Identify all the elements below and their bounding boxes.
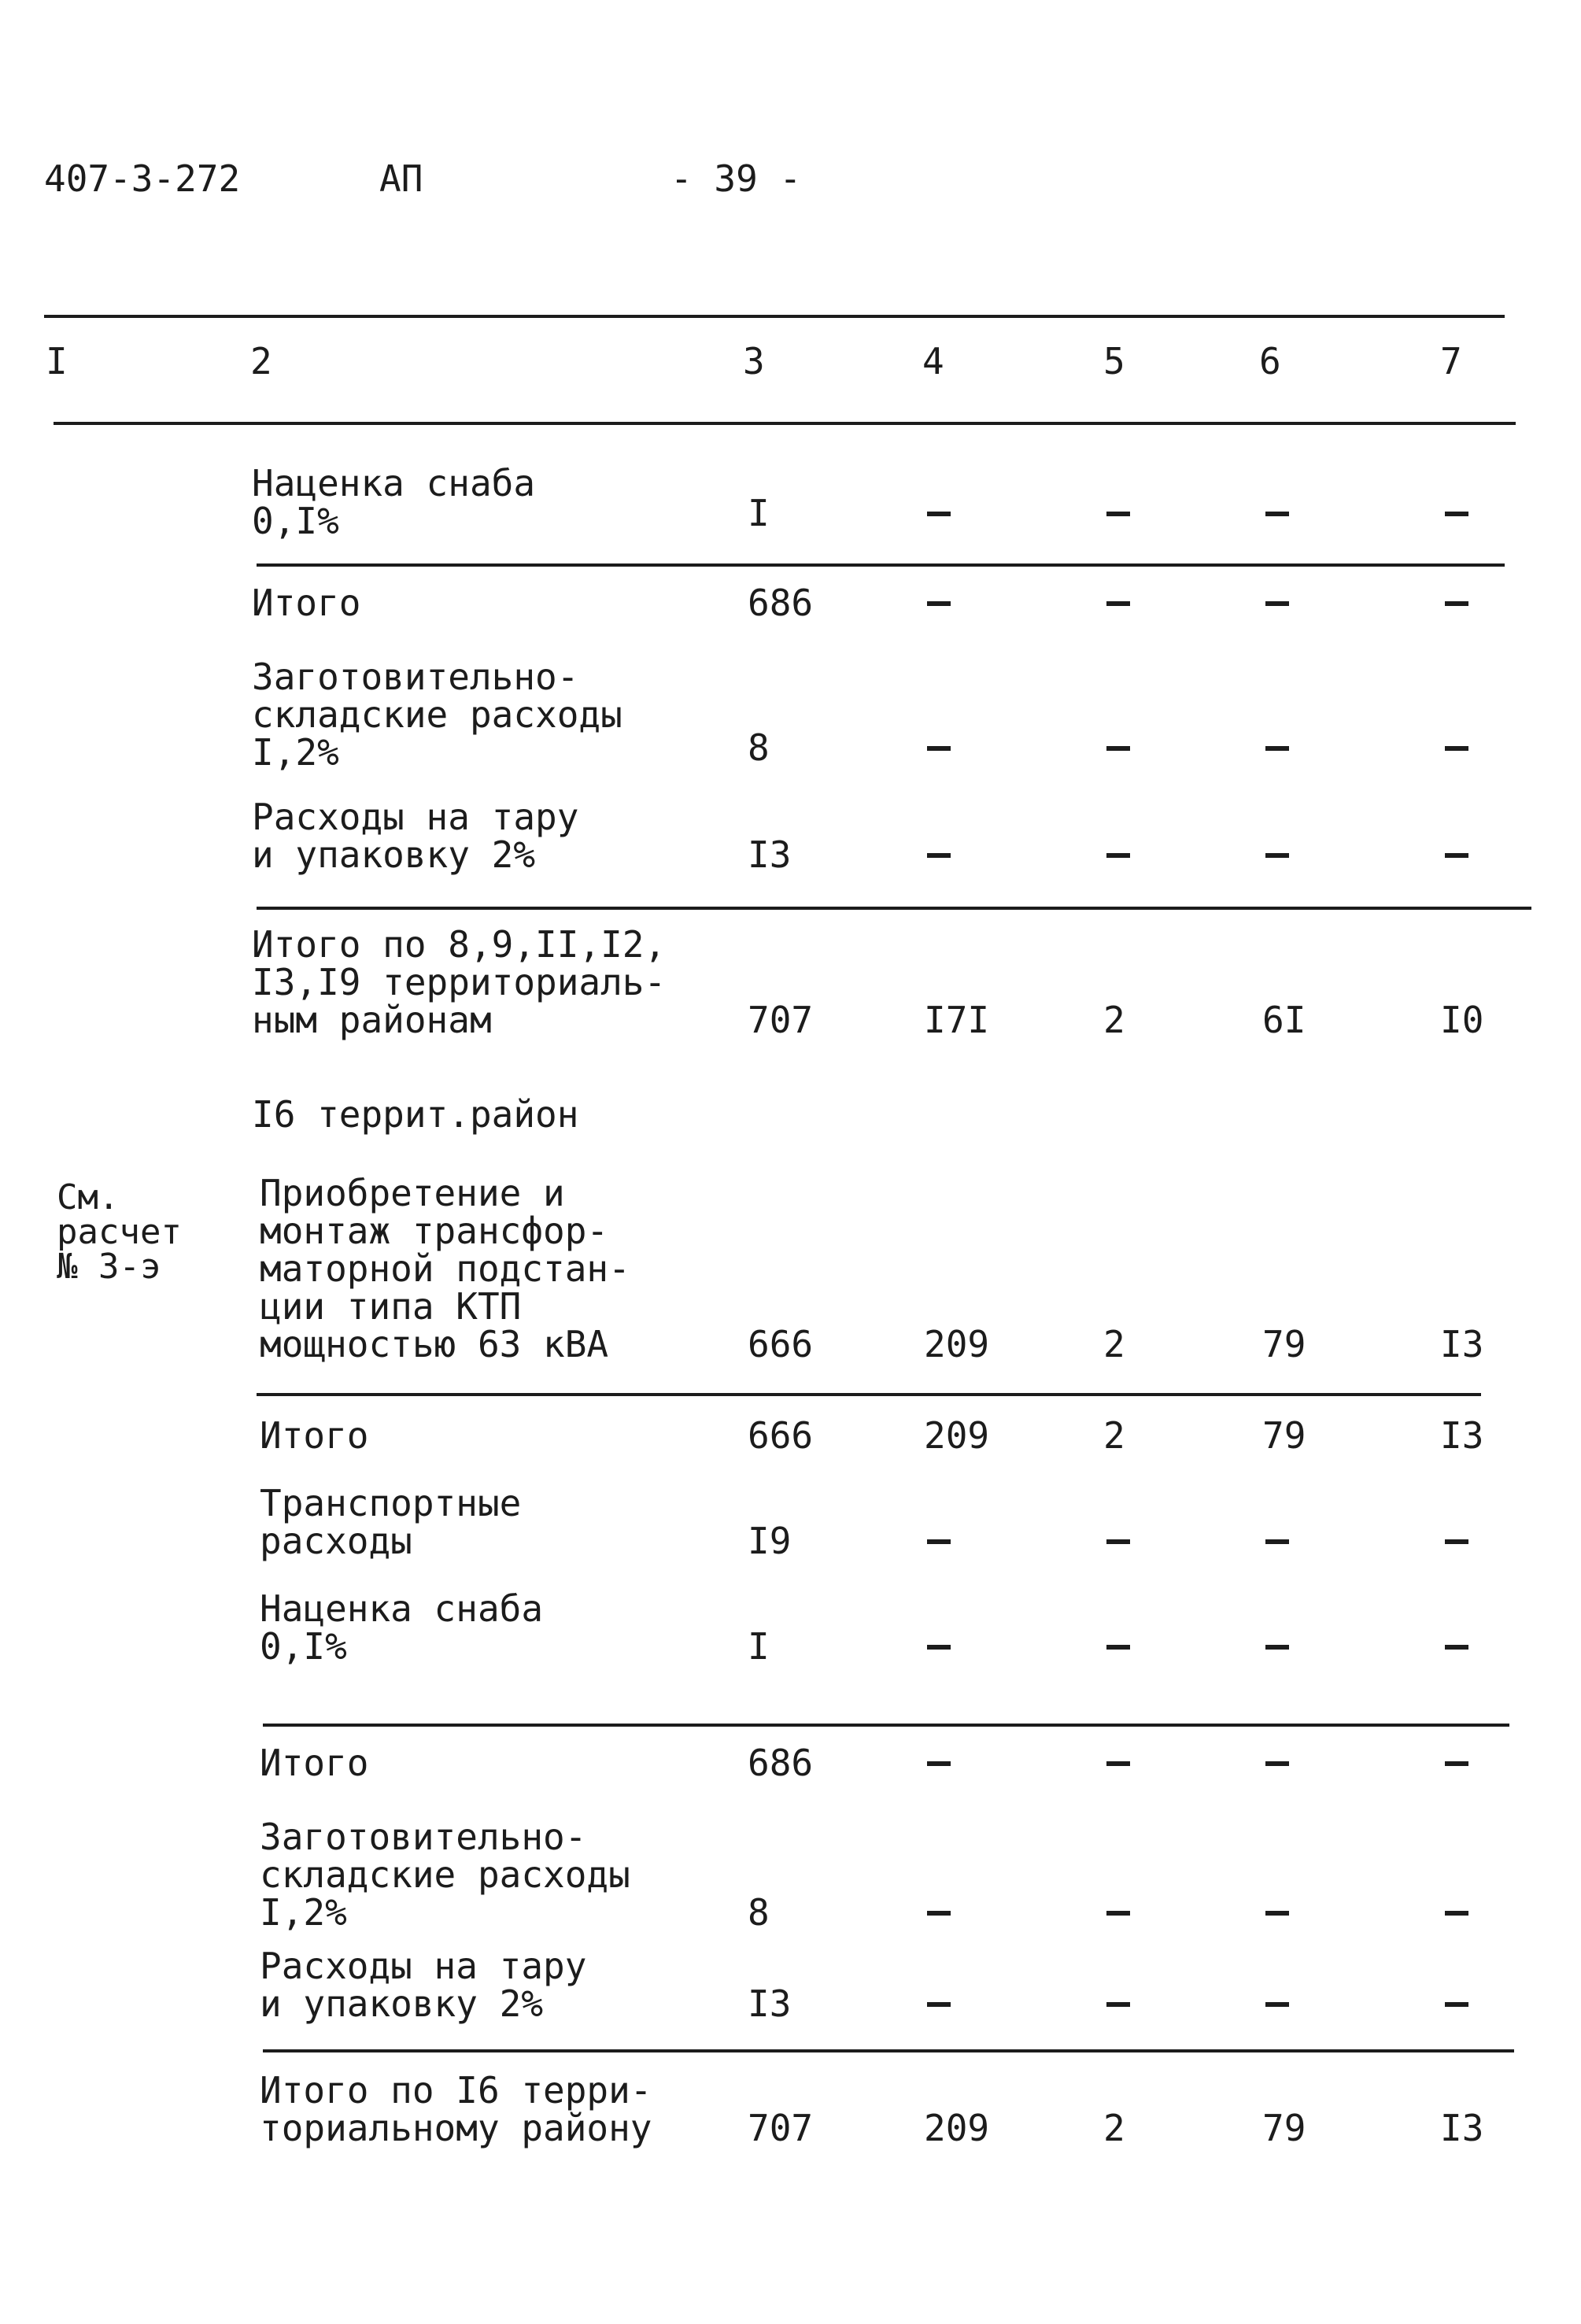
empty-value-dash <box>1265 2002 1289 2007</box>
empty-value-dash <box>927 1539 951 1544</box>
row-label: Итого по I6 терри- ториальному району <box>260 2069 652 2149</box>
value-c3: 666 <box>748 1323 814 1365</box>
empty-value-dash <box>1265 1645 1289 1650</box>
value-c6: 79 <box>1262 2107 1306 2149</box>
side-note: См. расчет № 3-э <box>57 1177 182 1287</box>
empty-value-dash <box>1106 601 1130 606</box>
value-c7: I3 <box>1440 1323 1484 1365</box>
empty-value-dash <box>1106 746 1130 751</box>
empty-value-dash <box>927 853 951 858</box>
empty-value-dash <box>1106 1911 1130 1916</box>
empty-value-dash <box>1445 1911 1468 1916</box>
empty-value-dash <box>1106 1645 1130 1650</box>
empty-value-dash <box>1265 1539 1289 1544</box>
empty-value-dash <box>927 1761 951 1766</box>
header-bottom-rule <box>54 422 1516 425</box>
value-c5: 2 <box>1103 2107 1125 2149</box>
column-number-2: 2 <box>250 340 272 382</box>
value-c3: I3 <box>748 1982 792 2025</box>
value-c5: 2 <box>1103 1323 1125 1365</box>
empty-value-dash <box>927 1645 951 1650</box>
empty-value-dash <box>927 1911 951 1916</box>
value-c3: I <box>748 492 770 534</box>
empty-value-dash <box>1265 601 1289 606</box>
empty-value-dash <box>927 746 951 751</box>
value-c4: 209 <box>924 2107 990 2149</box>
value-c6: 79 <box>1262 1414 1306 1457</box>
empty-value-dash <box>1106 2002 1130 2007</box>
row-label: Итого <box>260 1414 369 1457</box>
table-top-rule <box>44 315 1505 318</box>
empty-value-dash <box>1265 746 1289 751</box>
value-c3: 686 <box>748 1742 814 1784</box>
value-c3: 666 <box>748 1414 814 1457</box>
column-number-3: 3 <box>743 340 765 382</box>
value-c7: I0 <box>1440 999 1484 1041</box>
value-c3: 707 <box>748 999 814 1041</box>
row-rule <box>257 1393 1481 1396</box>
value-c3: I9 <box>748 1520 792 1562</box>
empty-value-dash <box>1445 1539 1468 1544</box>
value-c4: 209 <box>924 1323 990 1365</box>
empty-value-dash <box>1445 512 1468 516</box>
row-label: Расходы на тару и упаковку 2% <box>252 796 579 876</box>
doc-section: АП <box>379 157 423 200</box>
row-label: I6 террит.район <box>252 1093 579 1136</box>
row-rule <box>263 2049 1514 2052</box>
empty-value-dash <box>927 2002 951 2007</box>
value-c3: 707 <box>748 2107 814 2149</box>
row-label: Транспортные расходы <box>260 1482 522 1562</box>
empty-value-dash <box>1106 853 1130 858</box>
empty-value-dash <box>1265 1761 1289 1766</box>
empty-value-dash <box>927 601 951 606</box>
value-c3: 8 <box>748 1891 770 1934</box>
value-c7: I3 <box>1440 2107 1484 2149</box>
value-c3: 8 <box>748 726 770 769</box>
value-c3: I <box>748 1625 770 1668</box>
row-label: Заготовительно- складские расходы I,2% <box>260 1816 630 1934</box>
value-c3: 686 <box>748 582 814 624</box>
row-rule <box>257 907 1531 910</box>
empty-value-dash <box>1445 1761 1468 1766</box>
value-c4: I7I <box>924 999 990 1041</box>
empty-value-dash <box>1106 1539 1130 1544</box>
empty-value-dash <box>1445 746 1468 751</box>
row-label: Заготовительно- складские расходы I,2% <box>252 656 622 774</box>
value-c3: I3 <box>748 833 792 876</box>
row-label: Итого <box>252 582 361 624</box>
page-number: - 39 - <box>670 157 802 200</box>
empty-value-dash <box>1265 512 1289 516</box>
empty-value-dash <box>1445 853 1468 858</box>
empty-value-dash <box>927 512 951 516</box>
column-number-1: I <box>46 340 68 382</box>
doc-code: 407-3-272 <box>44 157 241 200</box>
value-c6: 6I <box>1262 999 1306 1041</box>
row-label: Приобретение и монтаж трансфор- маторной подстан- ции типа КТП мощностью 63 кВА <box>260 1172 630 1365</box>
value-c5: 2 <box>1103 1414 1125 1457</box>
value-c4: 209 <box>924 1414 990 1457</box>
value-c7: I3 <box>1440 1414 1484 1457</box>
value-c6: 79 <box>1262 1323 1306 1365</box>
empty-value-dash <box>1265 853 1289 858</box>
empty-value-dash <box>1265 1911 1289 1916</box>
value-c5: 2 <box>1103 999 1125 1041</box>
empty-value-dash <box>1445 1645 1468 1650</box>
column-number-5: 5 <box>1103 340 1125 382</box>
row-label: Наценка снаба 0,I% <box>260 1587 544 1668</box>
empty-value-dash <box>1106 512 1130 516</box>
row-rule <box>257 563 1505 567</box>
row-label: Расходы на тару и упаковку 2% <box>260 1945 587 2025</box>
row-label: Итого <box>260 1742 369 1784</box>
row-rule <box>263 1724 1509 1727</box>
empty-value-dash <box>1445 601 1468 606</box>
column-number-4: 4 <box>922 340 944 382</box>
row-label: Наценка снаба 0,I% <box>252 462 536 542</box>
column-number-6: 6 <box>1259 340 1281 382</box>
column-number-7: 7 <box>1440 340 1462 382</box>
empty-value-dash <box>1106 1761 1130 1766</box>
row-label: Итого по 8,9,II,I2, I3,I9 территориаль- ным районам <box>252 923 667 1041</box>
empty-value-dash <box>1445 2002 1468 2007</box>
